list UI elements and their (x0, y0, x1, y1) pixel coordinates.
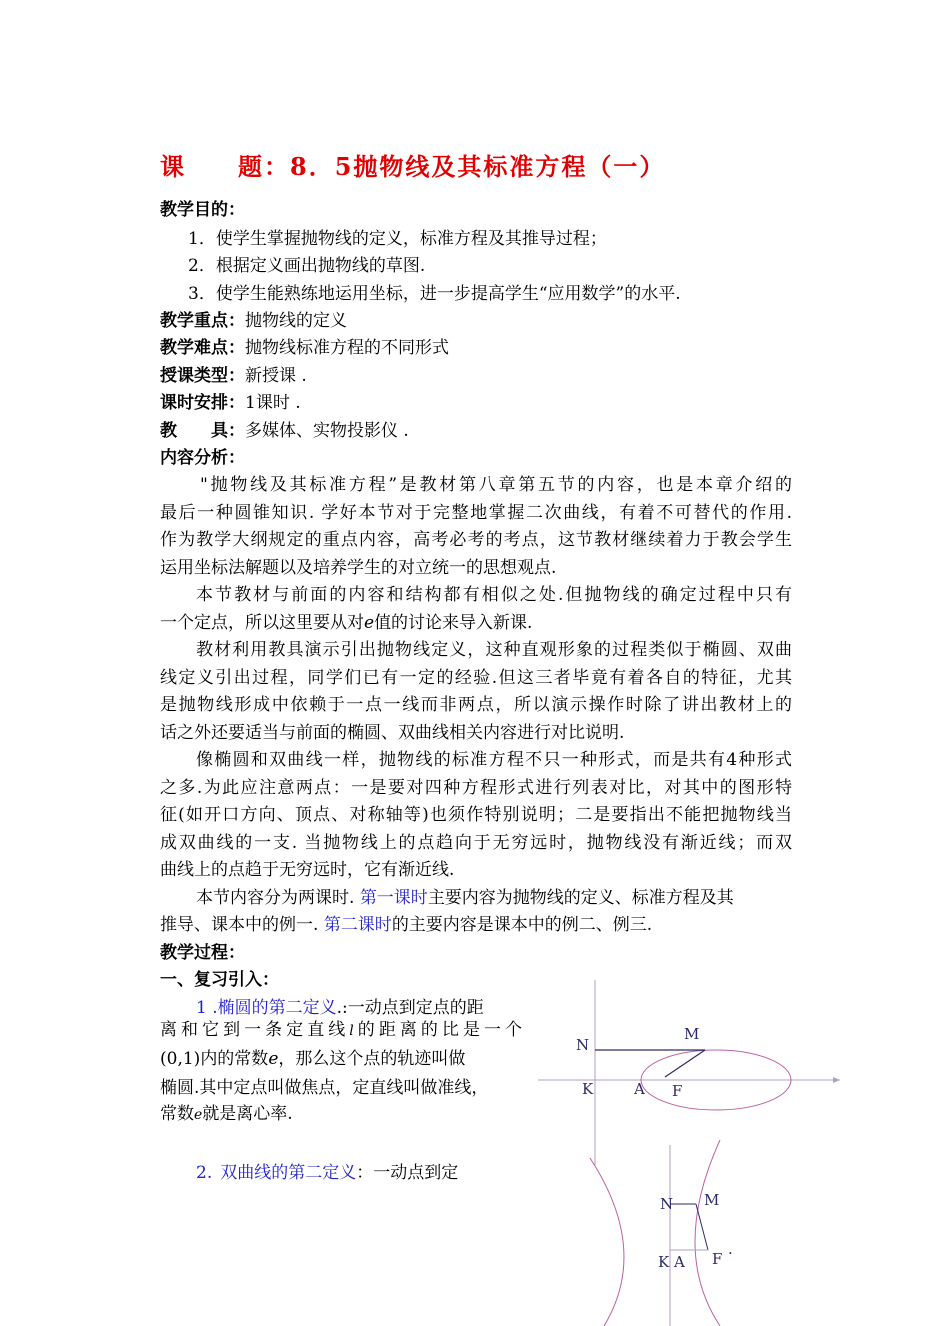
ellipse-definition-line2 (160, 1017, 522, 1044)
analysis-p1-line2: 最后一种圆锥知识. 学好本节对于完整地掌握二次曲线，有着不可替代的作用. (160, 503, 792, 523)
analysis-p1-line4: 运用坐标法解题以及培养学生的对立统一的思想观点. (160, 558, 557, 578)
ellipse-definition-text: 离和它到一条定直线 (160, 1020, 350, 1040)
meta-row-lesson-type (160, 363, 307, 389)
hyperbola-diagram (590, 1140, 750, 1326)
goal-item-2: 2．根据定义画出抛物线的草图. (188, 256, 426, 276)
analysis-p2-line1: 本节教材与前面的内容和结构都有相似之处.但抛物线的确定过程中只有 (196, 585, 792, 605)
meta-value: 抛物线标准方程的不同形式 (245, 338, 449, 358)
analysis-p3-line2: 线定义引出过程，同学们已有一定的经验.但这三者毕竟有着各自的特征，尤其 (160, 668, 792, 688)
analysis-p4-line5: 曲线上的点趋于无穷远时，它有渐近线. (160, 860, 455, 880)
e-symbol: e (268, 1049, 279, 1069)
item-number: 1 . (196, 998, 218, 1018)
ellipse-definition-line4: 椭圆.其中定点叫做焦点，定直线叫做准线， (160, 1078, 489, 1098)
analysis-p4-line2: 之多.为此应注意两点：一是要对四种方程形式进行列表对比，对其中的图形特 (160, 778, 792, 798)
analysis-p2-text-end: 值的讨论来导入新课. (374, 613, 533, 633)
meta-row-key-point (160, 308, 347, 334)
title-text: 8．5抛物线及其标准方程（一） (290, 152, 666, 181)
label-dot: · (728, 1244, 733, 1262)
analysis-p5-line1 (196, 885, 828, 911)
label-M: M (684, 1025, 700, 1043)
second-lesson-link: 第二课时 (323, 915, 392, 935)
label-N: N (576, 1036, 590, 1054)
label-F: F (712, 1250, 723, 1268)
label-N: N (660, 1195, 674, 1213)
label-F: F (672, 1082, 683, 1100)
analysis-p1-line1: "抛物线及其标准方程”是教材第八章第五节的内容，也是本章介绍的 (200, 475, 792, 495)
segment-MF (665, 1050, 705, 1077)
analysis-p5-line2 (160, 912, 792, 938)
directrix-symbol: l (349, 1023, 354, 1039)
meta-value: 抛物线的定义 (245, 311, 347, 331)
label-K: K (658, 1253, 670, 1271)
analysis-p4-line3: 征(如开口方向、顶点、对称轴等)也须作特别说明；二是要指出不能把抛物线当 (160, 805, 792, 825)
meta-row-tools (160, 418, 409, 444)
ellipse-definition-label: 椭圆的第二定义 (217, 998, 337, 1018)
analysis-heading: 内容分析： (160, 448, 245, 468)
ellipse-definition-text: 的距离的比是一个 (353, 1020, 523, 1040)
ellipse-definition-text: 常数 (160, 1104, 194, 1124)
section-review-heading: 一、复习引入： (160, 970, 279, 990)
label-K: K (582, 1080, 594, 1098)
ellipse-definition-text: 内的常数 (200, 1049, 269, 1069)
goal-item-1: 1．使学生掌握抛物线的定义，标准方程及其推导过程； (188, 229, 607, 249)
hyperbola-definition-line1 (196, 1160, 458, 1186)
meta-row-difficulty (160, 335, 449, 361)
analysis-p5-text: 的主要内容是课本中的例二、例三. (391, 915, 653, 935)
ellipse-definition-text: 就是离心率. (202, 1104, 293, 1124)
hyperbola-left-branch (590, 1158, 624, 1326)
label-M: M (704, 1191, 720, 1209)
goal-item-3: 3．使学生能熟练地运用坐标，进一步提高学生“应用数学”的水平. (188, 284, 681, 304)
first-lesson-link: 第一课时 (359, 888, 428, 908)
hyperbola-right-branch (695, 1140, 723, 1326)
lesson-title (160, 154, 665, 180)
analysis-p5-text: 本节内容分为两课时. (196, 888, 360, 908)
label-A: A (634, 1080, 645, 1098)
meta-label: 授课类型： (160, 366, 245, 386)
analysis-p3-line1: 教材利用教具演示引出抛物线定义，这种直观形象的过程类似于椭圆、双曲 (196, 640, 792, 660)
ellipse-definition-line5 (160, 1101, 293, 1128)
meta-value: 新授课 . (245, 366, 307, 386)
analysis-p4-line1: 像椭圆和双曲线一样，抛物线的标准方程不只一种形式，而是共有4种形式 (196, 750, 792, 770)
analysis-p3-line4: 话之外还要适当与前面的椭圆、双曲线相关内容进行对比说明. (160, 723, 625, 743)
meta-label: 课时安排： (160, 393, 245, 413)
analysis-p4-line4: 成双曲线的一支. 当抛物线上的点趋向于无穷远时，抛物线没有渐近线；而双 (160, 833, 792, 853)
hyperbola-definition-text: ：一动点到定 (356, 1163, 459, 1183)
meta-label: 教学重点： (160, 311, 245, 331)
goals-heading: 教学目的： (160, 200, 245, 220)
analysis-p2-text: 一个定点，所以这里要从对 (160, 613, 364, 633)
item-number: 2. (196, 1163, 213, 1183)
e-symbol: e (194, 1107, 203, 1123)
analysis-p1-line3: 作为教学大纲规定的重点内容，高考必考的考点，这节教材继续着力于教会学生 (160, 530, 792, 550)
label-A: A (674, 1253, 685, 1271)
segment-MF (696, 1204, 708, 1250)
meta-value: 多媒体、实物投影仪 . (245, 421, 409, 441)
x-axis-arrow (833, 1077, 840, 1083)
ellipse-definition-line3 (160, 1046, 465, 1072)
analysis-e-symbol: e (364, 613, 375, 633)
meta-label: 教学难点： (160, 338, 245, 358)
ellipse-definition-text: ，那么这个点的轨迹叫做 (278, 1049, 466, 1069)
meta-row-schedule (160, 390, 301, 416)
meta-value: 1课时 . (245, 393, 301, 413)
analysis-p2-line2 (160, 610, 792, 636)
hyperbola-definition-label: 双曲线的第二定义 (220, 1163, 357, 1183)
meta-label: 教 具： (160, 421, 245, 441)
analysis-p5-text: 推导、课本中的例一. (160, 915, 324, 935)
interval-symbol: (0,1) (160, 1049, 201, 1069)
title-label: 课 题： (160, 152, 290, 181)
process-heading: 教学过程： (160, 943, 245, 963)
ellipse-definition-text: .:一动点到定点的距 (336, 998, 484, 1018)
analysis-p3-line3: 是抛物线形成中依赖于一点一线而非两点，所以演示操作时除了讲出教材上的 (160, 695, 792, 715)
analysis-p5-text: 主要内容为抛物线的定义、标准方程及其 (427, 888, 734, 908)
